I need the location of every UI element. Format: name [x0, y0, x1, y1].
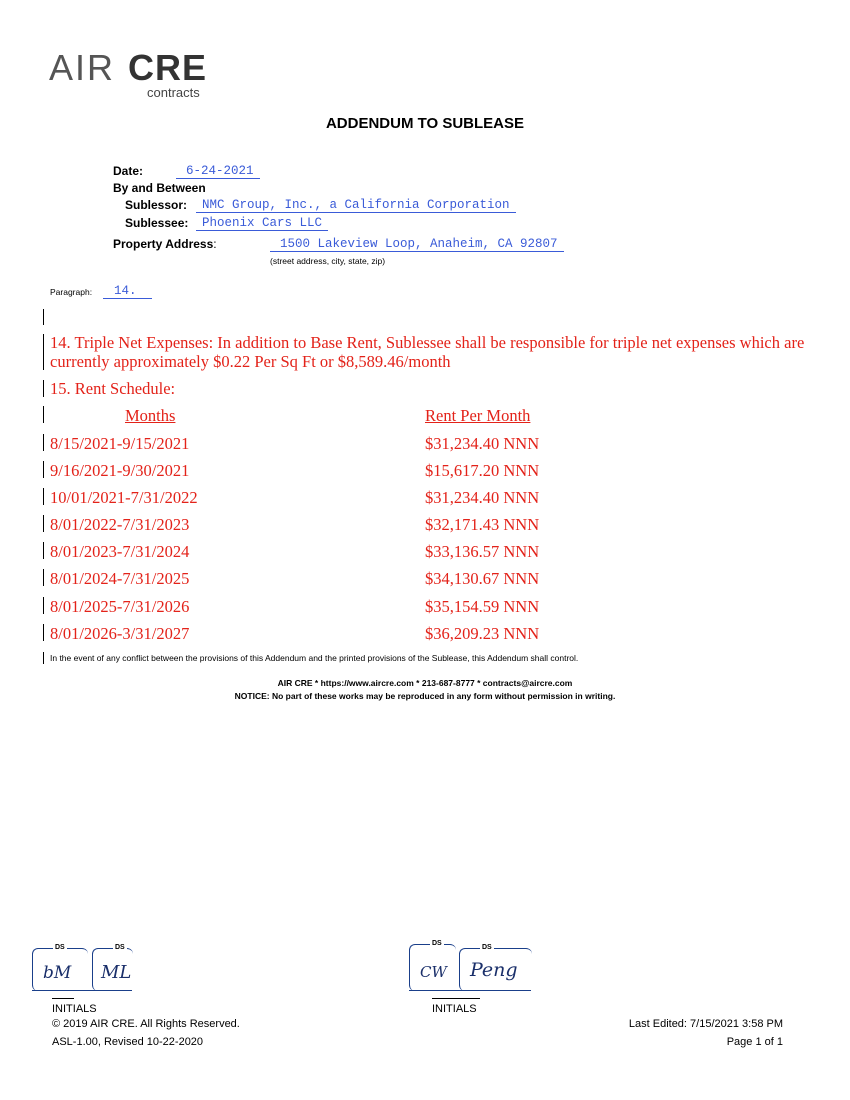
date-field[interactable]: 6-24-2021: [176, 164, 260, 179]
change-bar: [43, 597, 44, 614]
document-title: ADDENDUM TO SUBLEASE: [325, 115, 525, 132]
change-bar: [43, 515, 44, 532]
logo-contracts-text: contracts: [147, 85, 200, 100]
schedule-rent: $36,209.23 NNN: [425, 624, 540, 643]
schedule-months: 9/16/2021-9/30/2021: [50, 461, 190, 480]
initials-rule: [52, 998, 74, 999]
handwritten-initials: ML: [101, 962, 132, 983]
date-label: Date:: [113, 164, 144, 178]
initials-line: [409, 990, 531, 991]
paragraph-15-text: 15. Rent Schedule:: [50, 379, 176, 398]
last-edited-text: Last Edited: 7/15/2021 3:58 PM: [628, 1018, 783, 1030]
change-bar: [43, 542, 44, 559]
schedule-months: 8/15/2021-9/15/2021: [50, 434, 190, 453]
initial-box[interactable]: [92, 944, 133, 991]
conflict-note: In the event of any conflict between the provisions of this Addendum and the printed provisions of the Sublease, this Addendum shall control.: [50, 653, 579, 663]
handwritten-initials: bM: [43, 963, 72, 983]
page-number: Page 1 of 1: [726, 1036, 783, 1048]
property-address-label: [113, 237, 217, 251]
contact-line: AIR CRE * https://www.aircre.com * 213-687-8777 * contracts@aircre.com: [277, 678, 573, 688]
initials-label-left: INITIALS: [52, 1003, 97, 1015]
aircre-logo: [49, 48, 219, 104]
ds-badge: DS: [115, 944, 125, 951]
logo-cre-letters: CRE: [128, 47, 208, 88]
schedule-rent: $33,136.57 NNN: [425, 542, 540, 561]
logo-air-text: AIR: [49, 47, 116, 88]
initials-line: [32, 990, 132, 991]
change-bar: [43, 461, 44, 478]
change-bar: [43, 434, 44, 451]
ds-badge: DS: [55, 944, 65, 951]
logo-cre-visible: [128, 48, 207, 88]
handwritten-initials: CW: [420, 963, 447, 981]
notice-line: NOTICE: No part of these works may be reproduced in any form without permission in writing.: [234, 691, 616, 701]
schedule-rent: $31,234.40 NNN: [425, 488, 540, 507]
schedule-rent: $35,154.59 NNN: [425, 597, 540, 616]
schedule-rent: $32,171.43 NNN: [425, 515, 540, 534]
initial-box[interactable]: [459, 944, 532, 991]
by-and-between-label: By and Between: [113, 181, 206, 195]
change-bar: [43, 488, 44, 505]
sublessee-field[interactable]: Phoenix Cars LLC: [196, 216, 328, 231]
paragraph-label: Paragraph:: [50, 287, 93, 297]
ds-badge: DS: [482, 944, 492, 951]
handwritten-initials: Peng: [470, 959, 518, 981]
schedule-rent: $15,617.20 NNN: [425, 461, 540, 480]
schedule-months: 8/01/2026-3/31/2027: [50, 624, 190, 643]
copyright-text: © 2019 AIR CRE. All Rights Reserved.: [52, 1018, 240, 1030]
paragraph-14-text: 14. Triple Net Expenses: In addition to Base Rent, Sublessee shall be responsible for triple net expenses which are currently approximately $0.22 Per Sq Ft or $8,589.46/month: [50, 333, 805, 371]
property-label-text: Property Address: [113, 237, 214, 251]
paragraph-field[interactable]: 14.: [103, 284, 152, 299]
ds-badge: DS: [432, 940, 442, 947]
schedule-months: 8/01/2024-7/31/2025: [50, 569, 190, 588]
rent-column-header: Rent Per Month: [425, 406, 531, 425]
schedule-months: 10/01/2021-7/31/2022: [50, 488, 198, 507]
schedule-months: 8/01/2022-7/31/2023: [50, 515, 190, 534]
change-bar: [43, 652, 44, 664]
property-label-colon: :: [213, 237, 217, 251]
months-column-header: Months: [125, 406, 176, 425]
change-bar: [43, 334, 44, 370]
schedule-rent: $34,130.67 NNN: [425, 569, 540, 588]
schedule-rent: $31,234.40 NNN: [425, 434, 540, 453]
property-address-hint: (street address, city, state, zip): [270, 256, 386, 266]
change-bar: [43, 380, 44, 397]
property-address-field[interactable]: 1500 Lakeview Loop, Anaheim, CA 92807: [270, 237, 564, 252]
initials-label-right: INITIALS: [432, 1003, 477, 1015]
initials-rule: [432, 998, 480, 999]
sublessee-label: Sublessee:: [125, 216, 189, 230]
initial-box[interactable]: [409, 940, 456, 991]
contact-block: [0, 677, 850, 703]
initial-box[interactable]: [32, 944, 88, 991]
change-bar: [43, 569, 44, 586]
form-id-text: ASL-1.00, Revised 10-22-2020: [52, 1036, 204, 1048]
change-bar: [43, 624, 44, 641]
sublessor-field[interactable]: NMC Group, Inc., a California Corporation: [196, 198, 516, 213]
schedule-months: 8/01/2025-7/31/2026: [50, 597, 190, 616]
change-bar: [43, 309, 44, 325]
schedule-months: 8/01/2023-7/31/2024: [50, 542, 190, 561]
sublessor-label: Sublessor:: [125, 198, 188, 212]
change-bar: [43, 406, 44, 423]
